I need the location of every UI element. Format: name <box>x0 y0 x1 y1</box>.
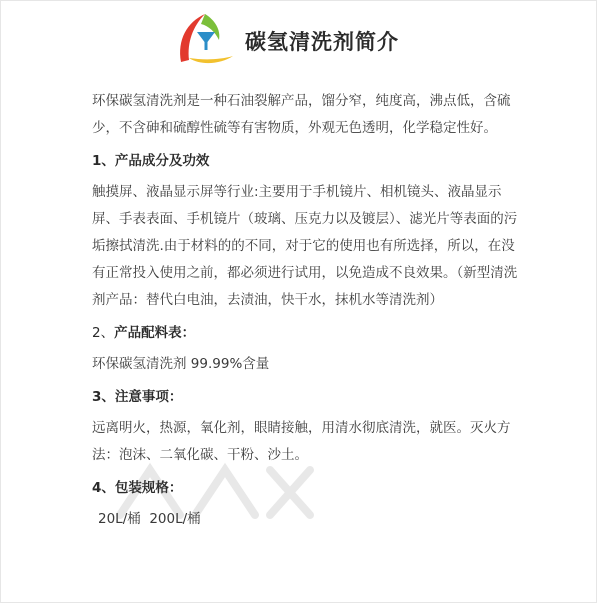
section-3-body: 远离明火，热源，氧化剂，眼睛接触，用清水彻底清洗，就医。灭火方法：泡沫、二氧化碳、干粉、沙土。 <box>92 420 511 463</box>
header <box>175 10 535 72</box>
section-1-body: 触摸屏、液晶显示屏等行业:主要用于手机镜片、相机镜头、液晶显示屏、手表表面、手机镜片（玻璃、压克力以及镀层）、滤光片等表面的污垢擦拭清洗.由于材料的的不同，对于它的使用也有所选择，所以，在没有正常投入使用之前，都必须进行试用，以免造成不良效果。（新型清洗剂产品：替代白电油，去渍油，快干水，抹机水等清洗剂） <box>92 184 518 308</box>
section-2-heading-number: 2、 <box>92 325 115 341</box>
page-title: 碳氢清洗剂简介 <box>245 30 399 54</box>
section-2-heading <box>92 320 522 347</box>
section-2-body: 环保碳氢清洗剂 99.99%含量 <box>92 356 270 372</box>
section-2-heading-text: 产品配料表： <box>114 325 196 341</box>
section-4-heading: 4、包装规格： <box>92 480 183 496</box>
intro-paragraph: 环保碳氢清洗剂是一种石油裂解产品，馏分窄，纯度高，沸点低，含硫少，不含砷和硫醇性硫等有害物质，外观无色透明，化学稳定性好。 <box>92 93 511 136</box>
section-3-heading: 3、注意事项： <box>92 389 183 405</box>
company-logo-icon <box>175 10 235 68</box>
section-1-heading: 1、产品成分及功效 <box>92 153 210 169</box>
watermark-icon <box>110 455 340 525</box>
section-4-body: 20L/桶 200L/桶 <box>98 511 201 527</box>
